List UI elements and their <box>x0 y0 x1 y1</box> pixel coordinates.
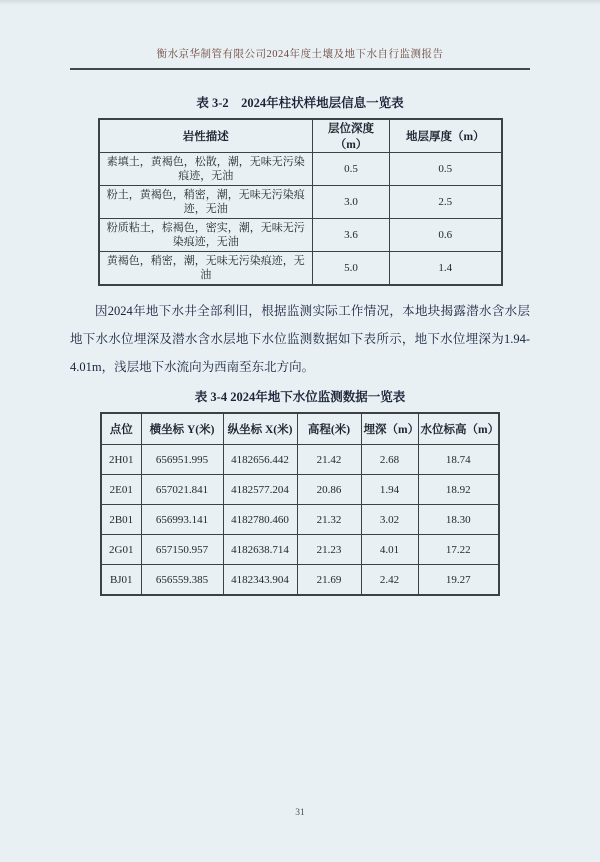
cell-thickness: 2.5 <box>390 186 502 219</box>
cell-elevation: 20.86 <box>297 475 361 505</box>
header-cell-elevation: 高程(米) <box>297 413 361 445</box>
header-cell-lithology: 岩性描述 <box>99 119 313 153</box>
cell-lithology: 黄褐色，稍密，潮，无味无污染痕迹，无油 <box>99 252 313 286</box>
cell-coord-x: 4182656.442 <box>223 445 297 475</box>
water-level-table <box>100 412 500 596</box>
cell-water-level: 17.22 <box>418 535 499 565</box>
table-row <box>99 186 502 219</box>
cell-thickness: 0.6 <box>390 219 502 252</box>
cell-point: 2B01 <box>101 505 141 535</box>
header-cell-coord-x: 纵坐标 X(米) <box>223 413 297 445</box>
cell-burial-depth: 4.01 <box>361 535 418 565</box>
cell-coord-x: 4182638.714 <box>223 535 297 565</box>
cell-point: BJ01 <box>101 565 141 596</box>
table-row <box>99 219 502 252</box>
groundwater-paragraph: 因2024年地下水井全部利旧，根据监测实际工作情况，本地块揭露潜水含水层地下水水位埋深及潜水含水层地下水位监测数据如下表所示，地下水位埋深为1.94-4.01m，浅层地下水流向为西南至东北方向。 <box>70 304 530 374</box>
table-row <box>99 252 502 286</box>
cell-burial-depth: 1.94 <box>361 475 418 505</box>
cell-elevation: 21.32 <box>297 505 361 535</box>
table-row <box>101 565 499 596</box>
header-cell-coord-y: 横坐标 Y(米) <box>141 413 223 445</box>
cell-depth: 5.0 <box>313 252 390 286</box>
cell-lithology: 粉质粘土，棕褐色，密实，潮，无味无污染痕迹，无油 <box>99 219 313 252</box>
cell-coord-x: 4182577.204 <box>223 475 297 505</box>
table-row <box>101 445 499 475</box>
table-3-2-title: 表 3-2 2024年柱状样地层信息一览表 <box>196 96 404 110</box>
cell-water-level: 18.92 <box>418 475 499 505</box>
cell-elevation: 21.69 <box>297 565 361 596</box>
cell-burial-depth: 2.42 <box>361 565 418 596</box>
cell-burial-depth: 3.02 <box>361 505 418 535</box>
page-number: 31 <box>295 808 305 818</box>
table-header-row <box>101 413 499 445</box>
header-cell-layer-depth: 层位深度（m） <box>313 119 390 153</box>
cell-coord-y: 657021.841 <box>141 475 223 505</box>
table-row <box>99 153 502 186</box>
table-row <box>101 505 499 535</box>
cell-coord-y: 656559.385 <box>141 565 223 596</box>
header-cell-water-level: 水位标高（m） <box>418 413 499 445</box>
cell-coord-y: 656951.995 <box>141 445 223 475</box>
cell-depth: 0.5 <box>313 153 390 186</box>
cell-coord-y: 656993.141 <box>141 505 223 535</box>
cell-elevation: 21.42 <box>297 445 361 475</box>
cell-depth: 3.6 <box>313 219 390 252</box>
cell-thickness: 0.5 <box>390 153 502 186</box>
cell-lithology: 粉土，黄褐色，稍密，潮，无味无污染痕迹，无油 <box>99 186 313 219</box>
cell-depth: 3.0 <box>313 186 390 219</box>
cell-elevation: 21.23 <box>297 535 361 565</box>
cell-point: 2H01 <box>101 445 141 475</box>
cell-lithology: 素填土，黄褐色，松散，潮，无味无污染痕迹，无油 <box>99 153 313 186</box>
header-cell-point: 点位 <box>101 413 141 445</box>
cell-coord-x: 4182780.460 <box>223 505 297 535</box>
table-3-4-title: 表 3-4 2024年地下水位监测数据一览表 <box>194 390 406 404</box>
cell-coord-x: 4182343.904 <box>223 565 297 596</box>
cell-burial-depth: 2.68 <box>361 445 418 475</box>
header-cell-layer-thickness: 地层厚度（m） <box>390 119 502 153</box>
cell-point: 2G01 <box>101 535 141 565</box>
cell-water-level: 18.30 <box>418 505 499 535</box>
report-header: 衡水京华制管有限公司2024年度土壤及地下水自行监测报告 <box>70 46 530 70</box>
table-row <box>101 535 499 565</box>
lithology-table <box>98 118 503 286</box>
cell-thickness: 1.4 <box>390 252 502 286</box>
table-header-row <box>99 119 502 153</box>
table-row <box>101 475 499 505</box>
scan-edge-artifact <box>0 0 600 5</box>
cell-coord-y: 657150.957 <box>141 535 223 565</box>
cell-point: 2E01 <box>101 475 141 505</box>
header-cell-burial-depth: 埋深（m） <box>361 413 418 445</box>
cell-water-level: 18.74 <box>418 445 499 475</box>
cell-water-level: 19.27 <box>418 565 499 596</box>
